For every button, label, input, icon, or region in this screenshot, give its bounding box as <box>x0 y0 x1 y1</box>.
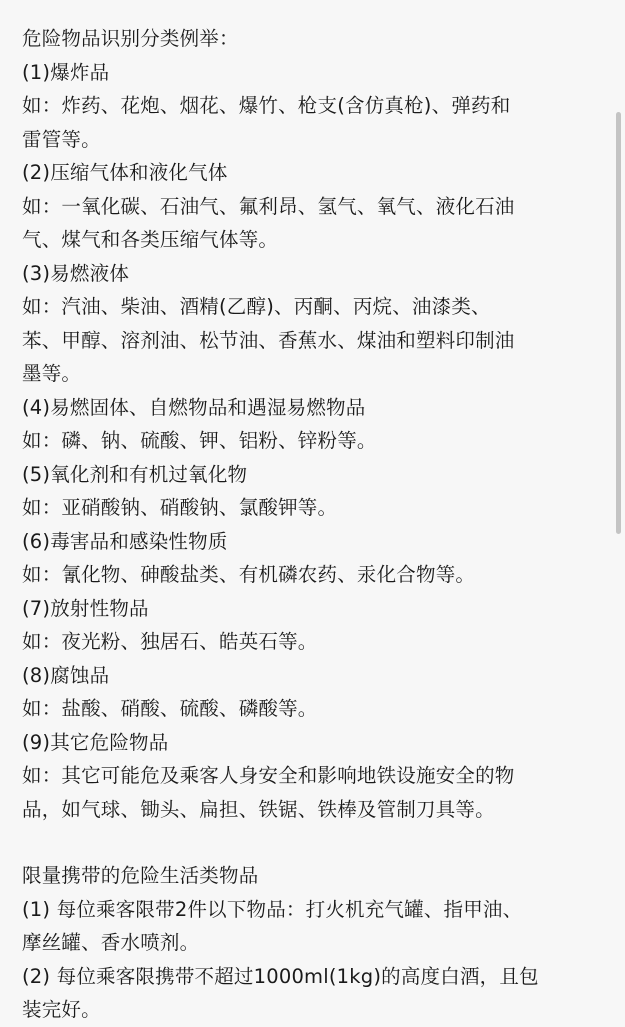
category-examples: 如：盐酸、硝酸、硫酸、磷酸等。 <box>22 697 318 720</box>
category-heading: (6)毒害品和感染性物质 <box>22 529 228 553</box>
section-title: 限量携带的危险生活类物品 <box>22 864 259 887</box>
scrollbar-thumb[interactable] <box>616 112 621 534</box>
category-heading: (9)其它危险物品 <box>22 730 169 754</box>
limit-rule: (1) 每位乘客限带2件以下物品：打火机充气罐、指甲油、 <box>22 897 523 921</box>
limit-rule: 装完好。 <box>22 998 101 1021</box>
category-examples: 如：夜光粉、独居石、皓英石等。 <box>22 630 318 653</box>
category-examples: 雷管等。 <box>22 127 101 151</box>
category-heading: (7)放射性物品 <box>22 596 149 620</box>
category-heading: (2)压缩气体和液化气体 <box>22 161 228 184</box>
category-examples: 如：氰化物、砷酸盐类、有机磷农药、汞化合物等。 <box>22 563 476 586</box>
category-examples: 品，如气球、锄头、扁担、铁锯、铁棒及管制刀具等。 <box>22 797 495 821</box>
category-examples: 墨等。 <box>22 362 82 385</box>
category-examples: 如：一氧化碳、石油气、氟利昂、氢气、氧气、液化石油 <box>22 194 515 218</box>
category-heading: (3)易燃液体 <box>22 261 130 285</box>
paragraph-gap <box>22 826 597 859</box>
category-heading: (4)易燃固体、自燃物品和遇湿易燃物品 <box>22 395 366 419</box>
category-examples: 如：亚硝酸钠、硝酸钠、氯酸钾等。 <box>22 496 338 519</box>
category-examples: 苯、甲醇、溶剂油、松节油、香蕉水、煤油和塑料印制油 <box>22 328 515 352</box>
category-heading: (1)爆炸品 <box>22 60 110 84</box>
category-examples: 如：磷、钠、硫酸、钾、铝粉、锌粉等。 <box>22 429 377 452</box>
section-title: 危险物品识别分类例举： <box>22 27 239 50</box>
article-body <box>22 22 597 1027</box>
limit-rule: 摩丝罐、香水喷剂。 <box>22 931 200 954</box>
category-heading: (8)腐蚀品 <box>22 663 110 687</box>
category-heading: (5)氧化剂和有机过氧化物 <box>22 462 248 486</box>
category-examples: 气、煤气和各类压缩气体等。 <box>22 228 279 251</box>
limit-rule: (2) 每位乘客限携带不超过1000ml(1kg)的高度白酒，且包 <box>22 964 539 988</box>
category-examples: 如：汽油、柴油、酒精(乙醇)、丙酮、丙烷、油漆类、 <box>22 295 491 318</box>
category-examples: 如：其它可能危及乘客人身安全和影响地铁设施安全的物 <box>22 764 515 787</box>
category-examples: 如：炸药、花炮、烟花、爆竹、枪支(含仿真枪)、弹药和 <box>22 94 511 117</box>
